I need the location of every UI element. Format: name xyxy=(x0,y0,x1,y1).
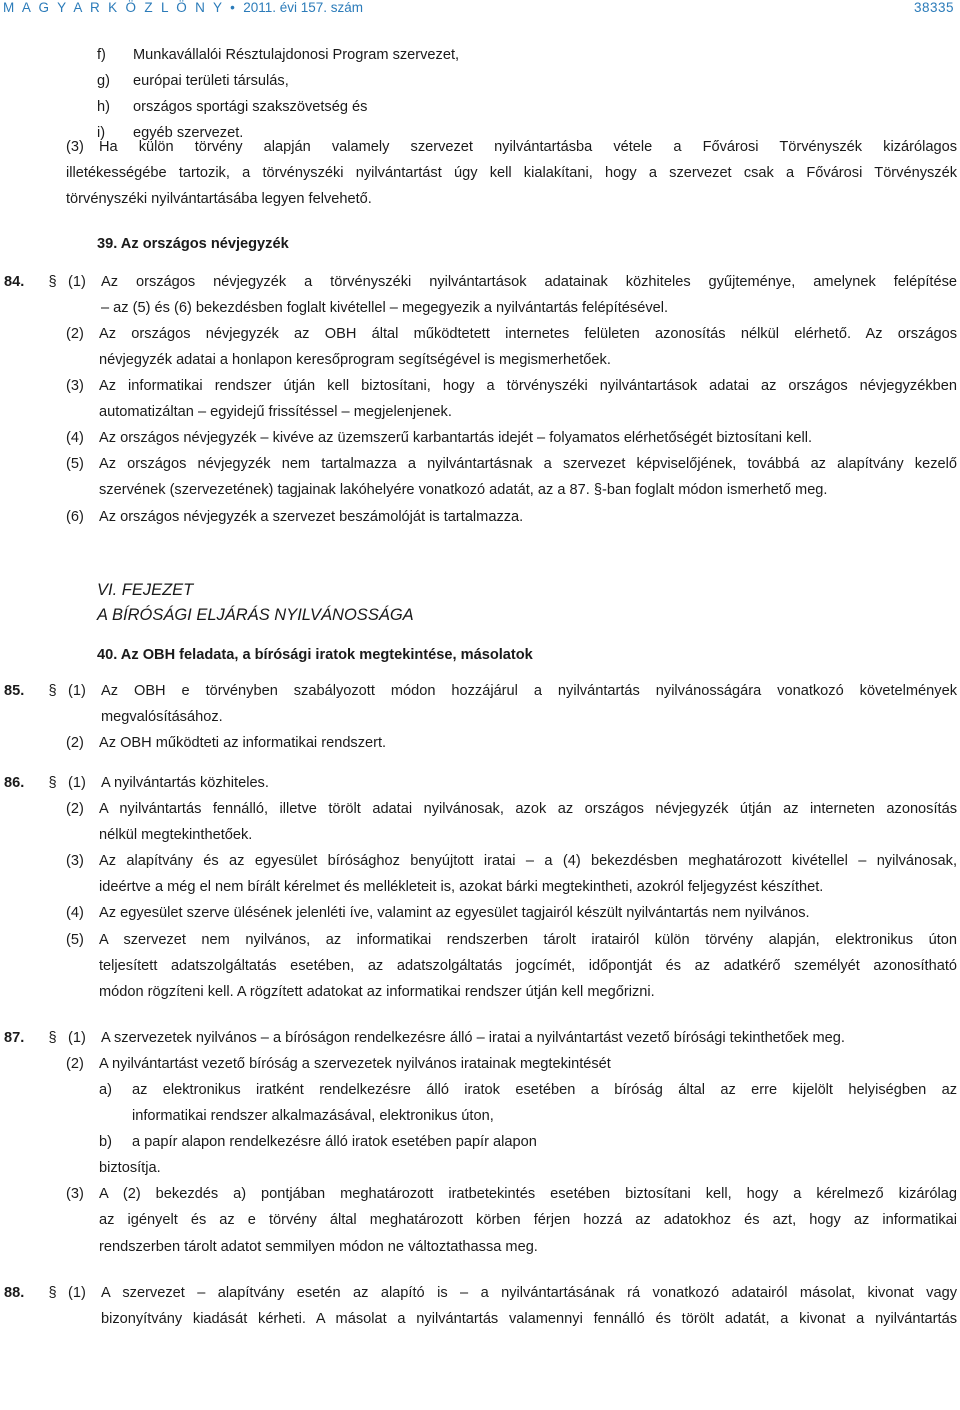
section-number: 86. xyxy=(4,774,25,791)
paragraph-number: (1) xyxy=(68,774,86,791)
text-line: A (2) bekezdés a) pontjában meghatározott iratbetekintés esetében biztosítani kell, hogy a kérelmező kizárólag xyxy=(99,1186,957,1203)
text-line: Az alapítvány és az egyesület bírósághoz benyújtott iratai – a (4) bekezdésben meghatározott kivétellel – nyilvánosak, xyxy=(99,853,957,870)
text-line: teljesített adatszolgáltatás esetében, az adatszolgáltatás jogcímét, időpontját és az adatkérő személyét azonosítható xyxy=(99,957,957,974)
paragraph-text xyxy=(99,1183,960,1261)
list-label: b) xyxy=(99,1134,112,1151)
paragraph-text xyxy=(101,1027,960,1053)
paragraph-text xyxy=(99,929,960,1007)
paragraph-number: (4) xyxy=(66,430,84,447)
bullet-separator: • xyxy=(230,0,238,15)
paragraph xyxy=(0,1027,960,1053)
list-label: i) xyxy=(97,125,106,142)
list-text: Munkavállalói Résztulajdonosi Program szervezet, xyxy=(133,47,460,63)
text-line: bizonyítvány kiadását kérheti. A másolat a nyilvántartás valamennyi fennálló és törölt adatát, a kivonat a nyilvántartás xyxy=(101,1310,957,1327)
paragraph-text xyxy=(99,732,960,758)
section-85 xyxy=(0,680,960,758)
paragraph-text xyxy=(101,1282,960,1334)
text-line: A nyilvántartás fennálló, illetve törölt adatai nyilvánosak, azok az országos névjegyzék útján az interneten azonosítás xyxy=(99,801,957,818)
paragraph-number: (4) xyxy=(66,905,84,922)
list-item xyxy=(99,1079,957,1131)
text-line: Az OBH működteti az informatikai rendszert. xyxy=(99,734,387,751)
list-item xyxy=(0,122,960,142)
text-line: A nyilvántartást vezető bíróság a szervezetek nyilvános iratainak megtekintését xyxy=(99,1055,611,1072)
paragraph-text xyxy=(99,453,960,505)
section-86 xyxy=(0,772,960,1007)
text-line: A szervezet – alapítvány esetén az alapító is – a nyilvántartásának rá vonatkozó adatairól másolat, kivonat vagy xyxy=(101,1284,957,1301)
section-sign: § xyxy=(48,1284,57,1301)
text-line: Az OBH e törvényben szabályozott módon hozzájárul a nyilvántartás nyilvánosságára vonatkozó követelmények xyxy=(101,682,957,699)
text-line: automatizáltan – egyidejű frissítéssel – megjelenjenek. xyxy=(99,404,452,421)
paragraph-number: (1) xyxy=(68,1029,86,1046)
section-number: 88. xyxy=(4,1284,25,1301)
paragraph-text xyxy=(101,271,960,323)
text-line: megvalósításához. xyxy=(101,708,223,725)
section-87 xyxy=(0,1027,960,1262)
paragraph-number: (6) xyxy=(66,508,84,525)
section-number: 87. xyxy=(4,1029,25,1046)
text-line: Az országos névjegyzék – kivéve az üzemszerű karbantartás idejét – folyamatos elérhetőségét biztosítani kell. xyxy=(99,430,813,447)
list-text: egyéb szervezet. xyxy=(133,125,244,142)
chapter-number: VI. FEJEZET xyxy=(97,580,194,599)
paragraph-number: (2) xyxy=(66,734,84,751)
text-line: az elektronikus iratként rendelkezésre álló iratok esetében a bíróság által az erre kijelölt helyiségben az xyxy=(132,1082,957,1098)
text-line: Az egyesület szerve ülésének jelenléti íve, valamint az egyesület tagjairól készült nyilvántartás nem nyilvános. xyxy=(99,905,810,922)
text-line: Az országos névjegyzék nem tartalmazza a nyilvántartásnak a szervezet képviselőjének, továbbá az alapítvány kezelő xyxy=(99,456,957,473)
text-line: névjegyzék adatai a honlapon keresőprogram segítségével is megismerhetőek. xyxy=(99,351,611,368)
paragraph xyxy=(0,136,960,214)
section-sign: § xyxy=(48,682,57,699)
list-item xyxy=(0,96,960,122)
paragraph xyxy=(0,506,960,532)
section-sign: § xyxy=(48,1029,57,1046)
section-sign: § xyxy=(48,273,57,290)
paragraph-number: (2) xyxy=(66,325,84,342)
paragraph xyxy=(0,732,960,758)
paragraph-number: (3) xyxy=(66,139,84,156)
text-line: nélkül megtekinthetőek. xyxy=(99,827,253,844)
paragraph-number: (1) xyxy=(68,682,86,699)
paragraph-text xyxy=(99,506,960,532)
paragraph-number: (3) xyxy=(66,378,84,395)
paragraph-text xyxy=(101,680,960,732)
page-header xyxy=(0,0,960,22)
text-line: módon rögzíteni kell. A rögzített adatokat az informatikai rendszer útján kell megőrizni. xyxy=(99,983,655,1000)
section-88 xyxy=(0,1282,960,1334)
text-line: Ha külön törvény alapján valamely szervezet nyilvántartásba vétele a Fővárosi Törvényszék kizárólagos xyxy=(99,139,957,156)
paragraph xyxy=(0,271,960,323)
list-text: európai területi társulás, xyxy=(133,73,289,90)
text-line: szervének (szervezetének) tagjainak lakóhelyére vonatkozó adatát, az a 87. §-ban foglalt módon ismerhető meg. xyxy=(99,482,828,499)
paragraph-number: (1) xyxy=(68,1284,86,1301)
chapter-title: A BÍRÓSÁGI ELJÁRÁS NYILVÁNOSSÁGA xyxy=(97,605,414,624)
text-line: biztosítja. xyxy=(99,1160,161,1177)
section-heading-39: 39. Az országos névjegyzék xyxy=(97,235,289,252)
section-84 xyxy=(0,271,960,532)
text-line: A nyilvántartás közhiteles. xyxy=(101,774,269,791)
paragraph-number: (5) xyxy=(66,456,84,473)
paragraph-text xyxy=(99,798,960,850)
list-label: a) xyxy=(99,1082,112,1098)
paragraph xyxy=(0,1282,960,1334)
paragraph xyxy=(0,850,960,902)
text-line: a papír alapon rendelkezésre álló iratok esetében papír alapon xyxy=(132,1134,537,1151)
list-item xyxy=(99,1131,957,1157)
paragraph-text xyxy=(99,375,960,427)
paragraph-text xyxy=(66,136,960,214)
document-body xyxy=(0,44,960,1334)
text-line: törvényszéki nyilvántartásába legyen felvehető. xyxy=(66,191,372,208)
paragraph xyxy=(0,375,960,427)
paragraph xyxy=(0,453,960,505)
paragraph-number: (3) xyxy=(66,853,84,870)
paragraph-number: (2) xyxy=(66,1055,84,1072)
running-head xyxy=(3,0,363,15)
paragraph xyxy=(0,1053,960,1183)
text-line: Az országos névjegyzék a törvényszéki nyilvántartások adatainak közhiteles gyűjteménye, amelynek felépítése xyxy=(101,273,957,290)
text-line: A szervezetek nyilvános – a bíróságon rendelkezésre álló – iratai a nyilvántartást vezető bírósági tekinthetőek meg. xyxy=(101,1029,845,1046)
paragraph-number: (1) xyxy=(68,273,86,290)
list-label: f) xyxy=(97,47,106,63)
text-line: – az (5) és (6) bekezdésben foglalt kivétellel – megegyezik a nyilvántartás felépítésével. xyxy=(101,299,669,316)
text-line: Az informatikai rendszer útján kell biztosítani, hogy a törvényszéki nyilvántartások adatai az országos névjegyzékben xyxy=(99,378,957,395)
text-line: ideértve a még el nem bírált kérelmet és mellékleteit is, azokat bárki megtekintheti, azokról feljegyzést készíthet. xyxy=(99,879,824,896)
section-heading-40: 40. Az OBH feladata, a bírósági iratok megtekintése, másolatok xyxy=(97,646,533,663)
publication-title: M A G Y A R K Ö Z L Ö N Y xyxy=(3,0,225,15)
text-line: illetékességébe tartozik, a törvényszéki nyilvántartást úgy kell kialakítani, hogy a szervezet csak a Fővárosi Törvényszék xyxy=(66,165,957,182)
paragraph xyxy=(0,929,960,1007)
section-number: 85. xyxy=(4,682,25,699)
paragraph xyxy=(0,1183,960,1261)
paragraph-number: (2) xyxy=(66,801,84,818)
list-label: g) xyxy=(97,73,110,90)
text-line: informatikai rendszer alkalmazásával, elektronikus úton, xyxy=(132,1108,494,1125)
paragraph-number: (5) xyxy=(66,931,84,948)
section-sign: § xyxy=(48,774,57,791)
paragraph xyxy=(0,323,960,375)
issue-label: 2011. évi 157. szám xyxy=(243,0,364,15)
list-item xyxy=(0,70,960,96)
paragraph-text xyxy=(99,902,960,928)
paragraph-text xyxy=(99,427,960,453)
paragraph xyxy=(0,427,960,453)
paragraph-text xyxy=(99,323,960,375)
text-line: A szervezet nem nyilvános, az informatikai rendszerben tárolt iratairól külön törvény alapján, elektronikus úton xyxy=(99,931,957,948)
paragraph xyxy=(0,902,960,928)
list-text: országos sportági szakszövetség és xyxy=(133,99,368,116)
text-line: Az országos névjegyzék az OBH által működtetett internetes felületen azonosítás nélkül elérhető. Az országos xyxy=(99,325,957,342)
paragraph-text xyxy=(101,772,960,798)
paragraph-text xyxy=(99,1053,960,1183)
paragraph xyxy=(0,772,960,798)
paragraph-text xyxy=(99,850,960,902)
paragraph-number: (3) xyxy=(66,1186,84,1203)
list-label: h) xyxy=(97,99,110,116)
section-number: 84. xyxy=(4,273,25,290)
list-item xyxy=(0,44,960,70)
text-line: az igényelt és az e törvény által meghatározott körben férjen hozzá az adatokhoz és azt, hogy az informatikai xyxy=(99,1212,957,1229)
page-number: 38335 xyxy=(913,0,954,15)
text-line: Az országos névjegyzék a szervezet beszámolóját is tartalmazza. xyxy=(99,508,524,525)
paragraph xyxy=(0,680,960,732)
paragraph xyxy=(0,798,960,850)
text-line: rendszerben tárolt adatot semmilyen módon ne változtathassa meg. xyxy=(99,1238,538,1255)
